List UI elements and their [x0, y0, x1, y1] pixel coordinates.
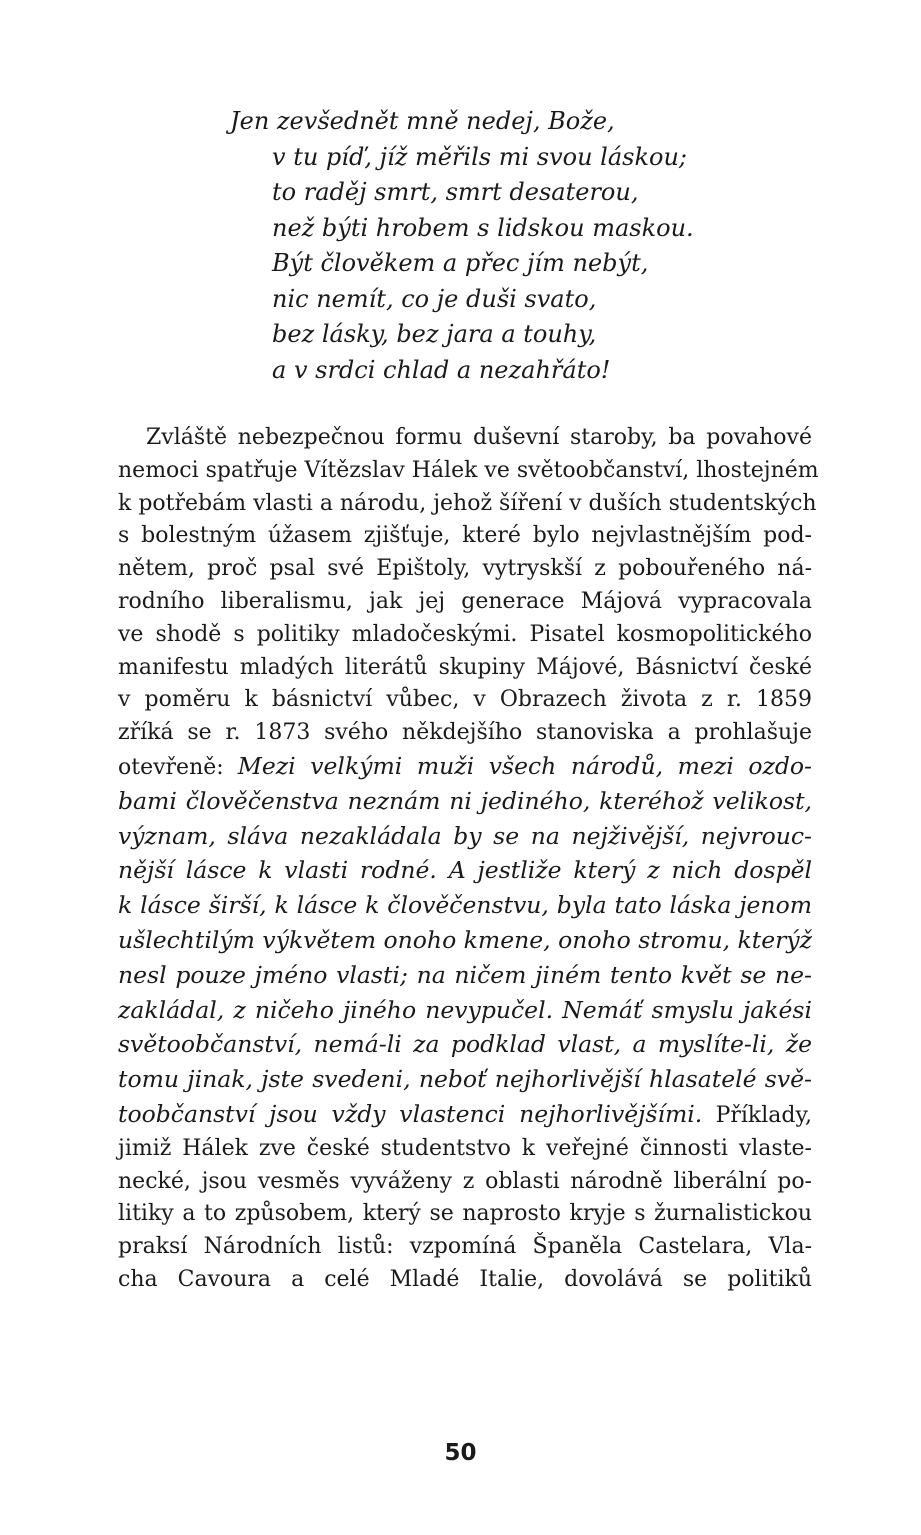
- quoted-italic-text: světoobčanství, nemá-li za podklad vlast, a myslíte-li, že: [118, 1030, 812, 1059]
- quoted-italic-text: bami člověčenstva neznám ni jediného, kteréhož velikost,: [118, 786, 812, 815]
- text-segment: necké, jsou vesměs vyváženy z oblasti národně liberální po-: [118, 1168, 812, 1194]
- quoted-italic-text: nější lásce k vlasti rodné. A jestliže který z nich dospěl: [118, 856, 812, 885]
- text-line: [118, 652, 812, 685]
- text-line: [118, 619, 812, 652]
- text-segment: zříká se r. 1873 svého někdejšího stanoviska a prohlašuje: [118, 720, 812, 746]
- text-line: [118, 785, 812, 820]
- text-line: [118, 889, 812, 924]
- page-number: 50: [444, 1440, 477, 1466]
- quoted-italic-text: ušlechtilým výkvětem onoho kmene, onoho stromu, kterýž: [118, 925, 813, 954]
- text-line: [118, 1063, 812, 1098]
- text-line: [118, 1133, 812, 1166]
- text-segment: k potřebám vlasti a národu, jehož šíření v duších studentských: [118, 490, 817, 516]
- text-line: [118, 994, 812, 1029]
- text-line: [118, 455, 819, 488]
- text-segment: nemoci spatřuje Vítězslav Hálek ve světoobčanství, lhostejném: [118, 457, 819, 483]
- text-line: [118, 488, 817, 521]
- text-line: [118, 422, 812, 455]
- poem-line: a v srdci chlad a nezahřáto!: [272, 355, 611, 384]
- text-line: [118, 717, 812, 750]
- text-segment: otevřeně:: [118, 754, 238, 780]
- text-line: [118, 1166, 812, 1199]
- text-line: [118, 1198, 812, 1231]
- quoted-italic-text: význam, sláva nezakládala by se na nejživější, nejvrouc-: [118, 821, 812, 850]
- text-line: [118, 750, 812, 785]
- text-segment: ve shodě s politiky mladočeskými. Pisatel kosmopolitického: [118, 621, 812, 647]
- text-segment: Příklady,: [702, 1102, 812, 1128]
- text-line: [118, 520, 812, 553]
- text-segment: litiky a to způsobem, který se naprosto kryje s žurnalistickou: [118, 1201, 812, 1227]
- poem-line: v tu píď, jíž měřils mi svou láskou;: [272, 142, 688, 171]
- text-line: [118, 854, 812, 889]
- text-line: [118, 1028, 812, 1063]
- text-line: [118, 820, 812, 855]
- text-segment: manifestu mladých literátů skupiny Májové, Básnictví české: [118, 654, 812, 680]
- text-line: [118, 553, 812, 586]
- text-line: [118, 1231, 812, 1264]
- text-line: [118, 1098, 812, 1133]
- text-segment: praksí Národních listů: vzpomíná Španěla Castelara, Vla-: [118, 1234, 812, 1260]
- quoted-italic-text: Mezi velkými muži všech národů, mezi ozdo-: [237, 751, 813, 780]
- quoted-italic-text: zakládal, z ničeho jiného nevypučel. Nemáť smyslu jakési: [118, 995, 812, 1024]
- text-segment: nětem, proč psal své Epištoly, vytryskší z pobouřeného ná-: [118, 556, 812, 582]
- text-line: [118, 1264, 812, 1297]
- poem-line: bez lásky, bez jara a touhy,: [272, 320, 597, 348]
- body-paragraph: [118, 422, 819, 1297]
- quoted-italic-text: k lásce širší, k lásce k člověčenstvu, byla tato láska jenom: [118, 891, 812, 920]
- text-line: [118, 684, 812, 717]
- poem-line: Být člověkem a přec jím nebýt,: [272, 249, 649, 277]
- poem-line: nic nemít, co je duši svato,: [272, 284, 597, 313]
- text-segment: cha Cavoura a celé Mladé Italie, dovolává se politiků: [118, 1266, 812, 1292]
- quoted-italic-text: tomu jinak, jste svedeni, neboť nejhorlivější hlasatelé svě-: [118, 1065, 812, 1094]
- text-segment: Zvláště nebezpečnou formu duševní staroby, ba povahové: [146, 425, 812, 450]
- text-segment: rodního liberalismu, jak jej generace Májová vypracovala: [118, 588, 812, 614]
- quoted-italic-text: toobčanství jsou vždy vlastenci nejhorlivějšími.: [118, 1099, 703, 1128]
- text-segment: jimiž Hálek zve české studentstvo k veřejné činnosti vlaste-: [118, 1135, 812, 1161]
- text-line: [118, 959, 812, 994]
- poem-line: Jen zevšednět mně nedej, Bože,: [230, 107, 615, 135]
- poem-stanza: [230, 104, 830, 388]
- text-segment: s bolestným úžasem zjišťuje, které bylo nejvlastnějším pod-: [118, 523, 812, 549]
- text-line: [118, 924, 812, 959]
- text-segment: v poměru k básnictví vůbec, v Obrazech života z r. 1859: [118, 687, 812, 713]
- poem-line: než býti hrobem s lidskou maskou.: [272, 213, 694, 242]
- text-line: [118, 586, 812, 619]
- poem-line: to raděj smrt, smrt desaterou,: [272, 178, 639, 206]
- quoted-italic-text: nesl pouze jméno vlasti; na ničem jiném tento květ se ne-: [118, 960, 812, 989]
